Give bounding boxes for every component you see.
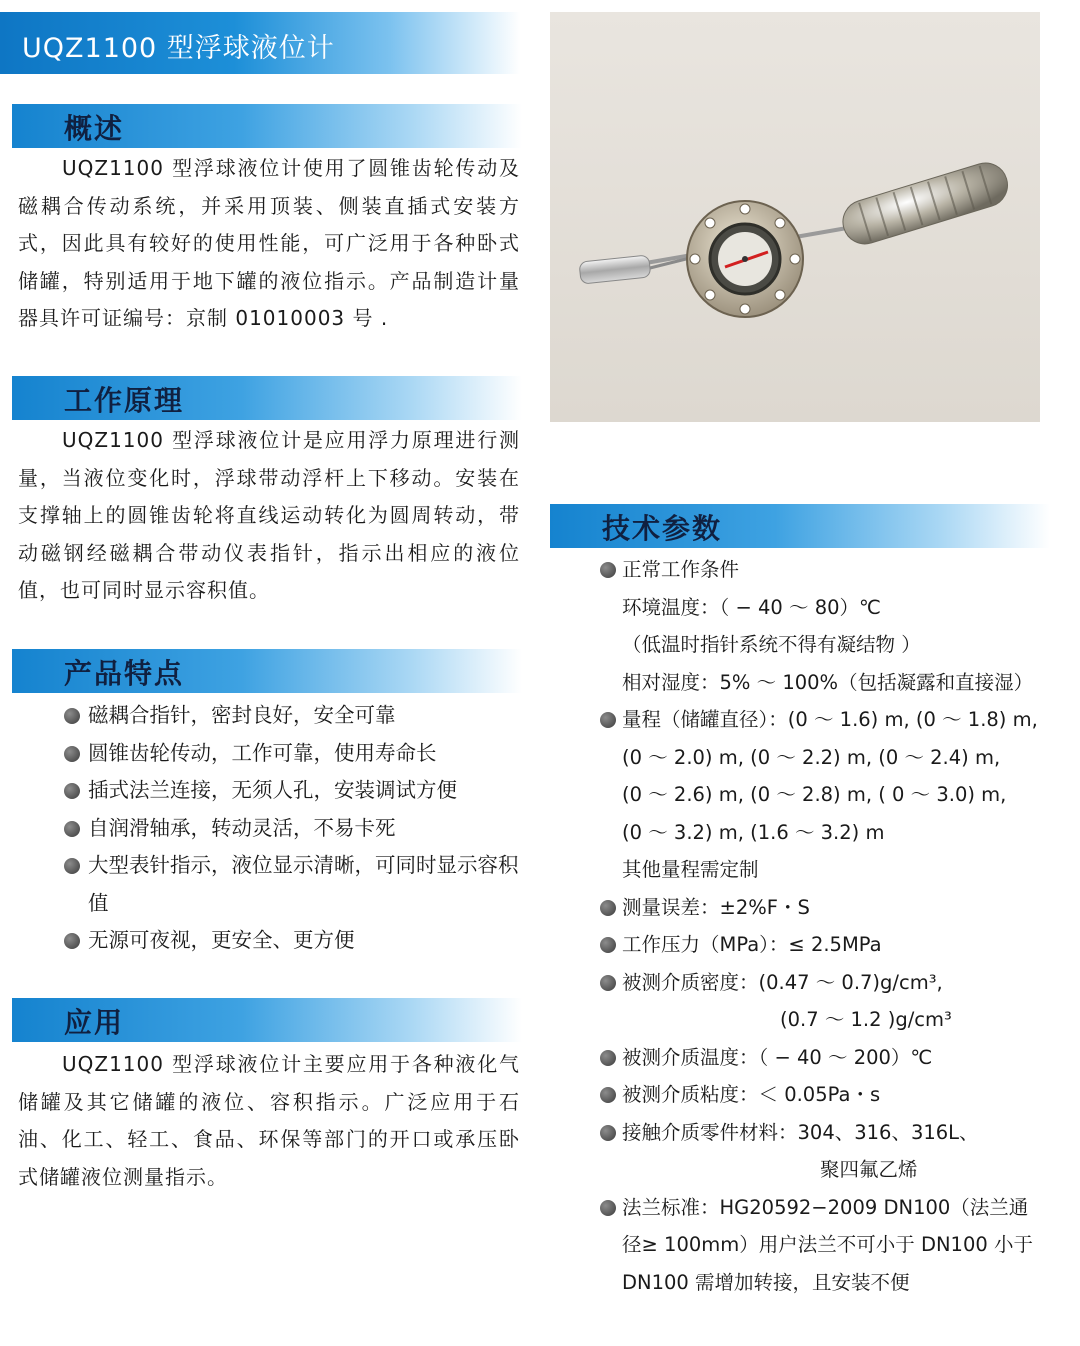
spec-row: 工作压力（MPa）：≤ 2.5MPa	[600, 926, 1070, 964]
overview-heading-band	[12, 104, 522, 148]
spec-row: 被测介质密度：(0.47 ～ 0.7)g/cm³,	[600, 964, 1070, 1002]
features-heading: 产品特点	[64, 657, 185, 690]
spec-row: 聚四氟乙烯	[820, 1158, 918, 1181]
spec-row: (0 ～ 2.0) m, (0 ～ 2.2) m, (0 ～ 2.4) m,	[622, 745, 1001, 769]
specs-heading: 技术参数	[602, 512, 723, 545]
spec-row: 接触介质零件材料：304、316、316L、	[600, 1114, 1070, 1152]
bullet-dot-icon	[64, 858, 80, 874]
spec-row: 相对湿度：5% ～ 100%（包括凝露和直接湿）	[622, 670, 1034, 694]
feature-item: 自润滑轴承，转动灵活，不易卡死	[64, 810, 520, 848]
spec-row: 测量误差：±2%F・S	[600, 889, 1070, 927]
spec-row: 被测介质温度：（ − 40 ～ 200）℃	[600, 1039, 1070, 1077]
spec-row: 法兰标准：HG20592−2009 DN100（法兰通	[600, 1189, 1070, 1227]
spec-row: (0 ～ 3.2) m, (1.6 ～ 3.2) m	[622, 820, 885, 844]
spec-row: DN100 需增加转接，且安装不便	[622, 1270, 910, 1294]
spec-row: 其他量程需定制	[622, 858, 759, 881]
spec-row: （低温时指针系统不得有凝结物 ）	[622, 633, 921, 656]
overview-text: UQZ1100 型浮球液位计使用了圆锥齿轮传动及磁耦合传动系统，并采用顶装、侧装直插式安装方式，因此具有较好的使用性能，可广泛用于各种卧式储罐，特别适用于地下罐的液位指示。产品制造计量器具许可证编号：京制 01010003 号 .	[18, 156, 520, 330]
overview-heading: 概述	[64, 112, 125, 145]
spec-row: 正常工作条件	[600, 551, 1070, 589]
features-heading-band	[12, 649, 522, 693]
feature-item: 大型表针指示，液位显示清晰，可同时显示容积值	[64, 847, 520, 922]
application-heading-band	[12, 998, 522, 1042]
spec-row: 量程（储罐直径）：(0 ～ 1.6) m, (0 ～ 1.8) m,	[600, 701, 1070, 739]
bullet-dot-icon	[600, 1050, 616, 1066]
spec-row: 环境温度：（ − 40 ～ 80）℃	[622, 595, 881, 619]
bullet-dot-icon	[600, 1087, 616, 1103]
spec-row: (0 ～ 2.6) m, (0 ～ 2.8) m, ( 0 ～ 3.0) m,	[622, 783, 1007, 806]
feature-item: 插式法兰连接，无须人孔，安装调试方便	[64, 772, 520, 810]
bullet-dot-icon	[600, 900, 616, 916]
feature-item: 圆锥齿轮传动，工作可靠，使用寿命长	[64, 735, 520, 773]
principle-heading: 工作原理	[64, 384, 185, 417]
page-title: UQZ1100 型浮球液位计	[22, 33, 335, 64]
specs-list	[600, 551, 1070, 1301]
bullet-dot-icon	[600, 937, 616, 953]
bullet-dot-icon	[64, 821, 80, 837]
bullet-dot-icon	[600, 1200, 616, 1216]
bullet-dot-icon	[64, 708, 80, 724]
bullet-dot-icon	[600, 1125, 616, 1141]
spec-row: 被测介质粘度：＜ 0.05Pa・s	[600, 1076, 1070, 1114]
spec-row: (0.7 ～ 1.2 )g/cm³	[780, 1008, 952, 1031]
bullet-dot-icon	[600, 975, 616, 991]
principle-text: UQZ1100 型浮球液位计是应用浮力原理进行测量，当液位变化时，浮球带动浮杆上下移动。安装在支撑轴上的圆锥齿轮将直线运动转化为圆周转动，带动磁钢经磁耦合带动仪表指针，指示出相应的液位值，也可同时显示容积值。	[18, 428, 520, 602]
feature-item: 磁耦合指针，密封良好，安全可靠	[64, 697, 520, 735]
bullet-dot-icon	[64, 933, 80, 949]
bullet-dot-icon	[64, 783, 80, 799]
title-band	[0, 12, 520, 74]
features-list	[64, 697, 520, 960]
principle-heading-band	[12, 376, 522, 420]
feature-item: 无源可夜视，更安全、更方便	[64, 922, 520, 960]
specs-heading-band	[550, 504, 1050, 548]
application-heading: 应用	[64, 1006, 125, 1039]
bullet-dot-icon	[64, 746, 80, 762]
application-text: UQZ1100 型浮球液位计主要应用于各种液化气储罐及其它储罐的液位、容积指示。广泛应用于石油、化工、轻工、食品、环保等部门的开口或承压卧式储罐液位测量指示。	[18, 1052, 520, 1189]
bullet-dot-icon	[600, 712, 616, 728]
product-photo	[550, 12, 1040, 422]
float-level-gauge-icon	[550, 12, 1040, 422]
spec-row: 径≥ 100mm）用户法兰不可小于 DN100 小于	[622, 1233, 1033, 1256]
bullet-dot-icon	[600, 562, 616, 578]
